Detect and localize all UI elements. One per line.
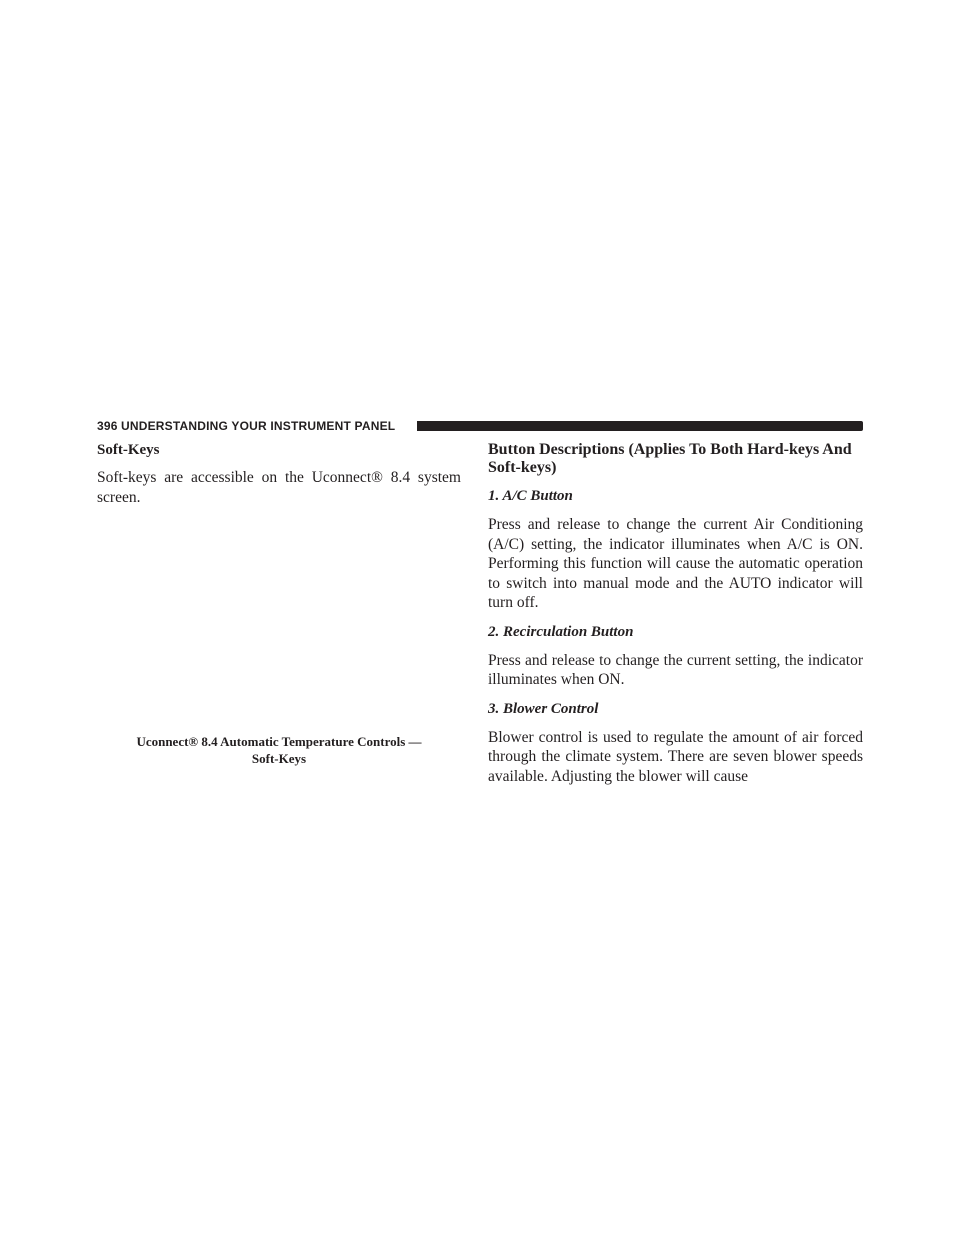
figure-caption-line-1: Uconnect® 8.4 Automatic Temperature Controls — bbox=[136, 734, 422, 749]
blower-control-paragraph: Blower control is used to regulate the amount of air forced through the climate system. There are seven blower speeds available. Adjusting the blower will cause bbox=[488, 728, 863, 785]
button-descriptions-heading: Button Descriptions (Applies To Both Hard-keys And Soft-keys) bbox=[488, 441, 852, 476]
section-title: UNDERSTANDING YOUR INSTRUMENT PANEL bbox=[121, 419, 396, 433]
header-rule bbox=[417, 421, 863, 431]
ac-button-subhead: 1. A/C Button bbox=[488, 488, 573, 504]
recirculation-button-paragraph: Press and release to change the current setting, the indicator illuminates when ON. bbox=[488, 651, 863, 688]
figure-image-area bbox=[97, 517, 461, 717]
blower-control-subhead: 3. Blower Control bbox=[488, 700, 599, 717]
recirculation-button-subhead: 2. Recirculation Button bbox=[488, 623, 634, 640]
page-number: 396 bbox=[97, 419, 118, 433]
ac-button-paragraph: Press and release to change the current Air Conditioning (A/C) setting, the indicator illuminates when A/C is ON. Performing this function will cause the automatic operation to switch into manual mode and the AUTO indicator will turn off. bbox=[488, 516, 863, 611]
page-header bbox=[97, 418, 863, 434]
soft-keys-heading: Soft-Keys bbox=[97, 442, 160, 458]
figure-caption-line-2: Soft-Keys bbox=[251, 751, 307, 766]
left-column bbox=[97, 441, 461, 717]
right-column bbox=[488, 441, 863, 796]
figure-caption bbox=[97, 733, 461, 767]
soft-keys-paragraph: Soft-keys are accessible on the Uconnect® 8.4 system screen. bbox=[97, 469, 461, 506]
